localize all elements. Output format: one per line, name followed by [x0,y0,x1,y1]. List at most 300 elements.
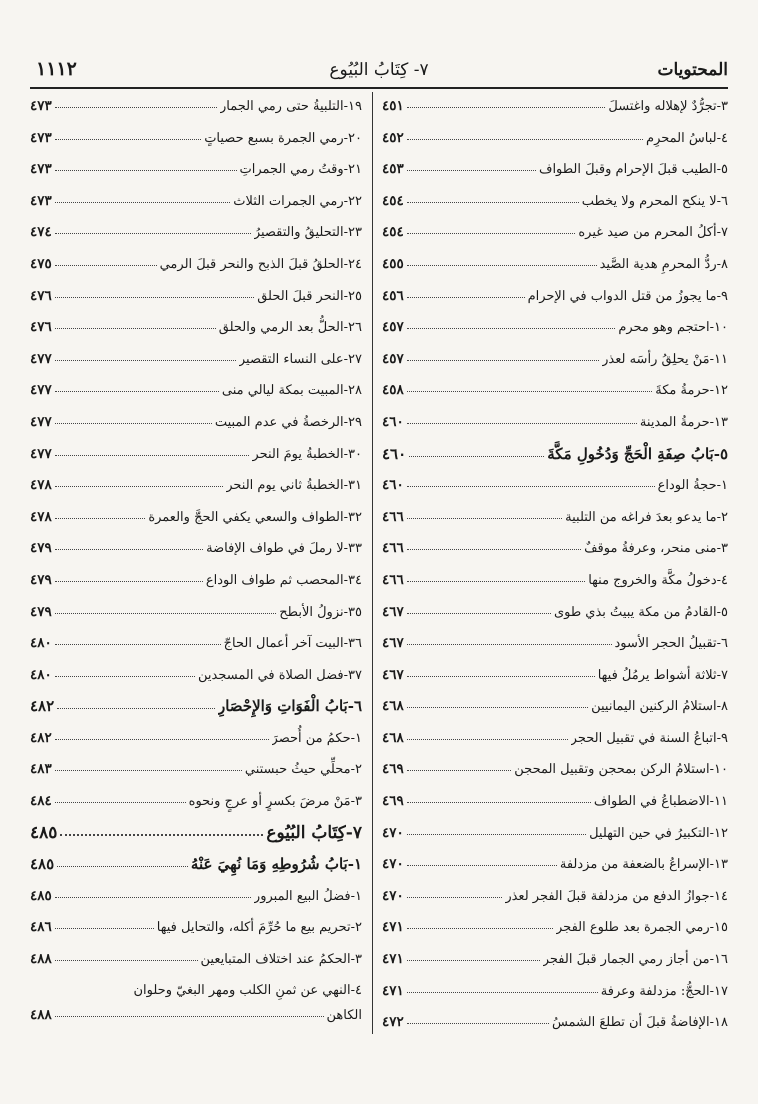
toc-entry [382,344,728,376]
toc-entry-page: ٤٧٦ [30,319,52,336]
toc-entry-page: ٤٦٠ [382,444,407,463]
dot-leader [407,107,606,108]
dot-leader [407,202,579,203]
toc-entry-number: ٢٣- [343,225,362,241]
toc-entry [382,660,728,692]
dot-leader [55,802,186,803]
toc-entry-page: ٤٧٧ [30,413,52,430]
dot-leader [55,613,277,614]
dot-leader [407,297,525,298]
toc-chapter-entry [30,849,362,881]
toc-entry-number: ١- [347,855,362,874]
dot-leader [55,960,198,961]
toc-entry-number: ٣٤- [343,572,362,588]
toc-entry [382,754,728,786]
toc-entry [30,881,362,913]
toc-entry-title: الإسراعُ بالضعفة من مزدلفة [559,857,710,873]
toc-entry-number: ١- [350,730,362,746]
toc-entry-page: ٤٦٧ [382,666,404,683]
dot-leader [407,391,652,392]
toc-entry-number: ٣- [350,952,362,968]
toc-chapter-entry [382,439,728,471]
dot-leader [407,549,581,550]
toc-entry-line2 [30,1003,362,1028]
toc-entry-title: تقبيلُ الحجر الأسود [614,636,717,652]
toc-entry [30,723,362,755]
toc-entry-title-cont: الكاهن [326,1007,362,1023]
dot-leader [407,486,655,487]
dot-leader [407,770,512,771]
toc-entry-number: ٣١- [343,478,362,494]
toc-entry-number: ١٧- [709,983,728,999]
toc-entry-page: ٤٦٧ [382,635,404,652]
toc-entry [30,565,362,597]
toc-entry-number: ٥- [713,444,728,463]
toc-entry-title: تحريم بيع ما حُرِّمَ أكله، والتحايل فيها [156,920,351,936]
toc-entry-page: ٤٨٠ [30,635,52,652]
toc-entry-title: حجةُ الوداع [657,478,717,494]
toc-entry-title: وقتُ رمي الجمراتِ [239,162,344,178]
toc-entry [30,470,362,502]
header-rule [30,87,728,89]
toc-entry [382,217,728,249]
toc-entry-title: استلامُ الركنين اليمانيين [591,699,717,715]
toc-entry [30,375,362,407]
toc-entry-page: ٤٧٥ [30,255,52,272]
toc-entry-title: كِتَابُ البُيُوع [266,822,346,843]
dot-leader [407,834,586,835]
toc-entry-number: ٣٠- [343,446,362,462]
toc-entry-page: ٤٧٠ [382,824,404,841]
toc-chapter-entry [30,691,362,723]
toc-entry-page: ٤٨٨ [30,951,52,968]
left-column [30,91,362,1028]
toc-entry-number: ٧- [345,822,362,843]
toc-entry-page: ٤٥٥ [382,255,404,272]
toc-entry-number: ١٠- [709,762,728,778]
toc-entry-title: ردُّ المحرمِ هدية الصَّيد [599,256,717,272]
toc-entry [382,944,728,976]
toc-entry-page: ٤٧٠ [382,887,404,904]
toc-entry-number: ٣٦- [343,636,362,652]
dot-leader [55,518,146,519]
dot-leader [55,897,251,898]
toc-entry-title: جوازُ الدفع من مزدلفة قبلَ الفجر لعذر [505,888,710,904]
toc-entry-title: على النساء التقصير [238,351,344,367]
toc-entry-number: ٨- [716,699,728,715]
toc-entry-number: ٢- [350,920,362,936]
toc-entry-title: ما يجوزُ من قتل الدواب في الإحرام [527,288,717,304]
toc-entry-page: ٤٧٧ [30,382,52,399]
toc-entry-number: ١٦- [709,952,728,968]
toc-entry [30,344,362,376]
toc-entry-number: ٢٢- [343,193,362,209]
toc-entry-number: ١١- [709,794,728,810]
toc-entry-title: منى منحر، وعرفةُ موقفٌ [584,541,717,557]
toc-entry-title: لا رملَ في طواف الإفاضة [206,541,344,557]
toc-entry-page: ٤٥٣ [382,161,404,178]
toc-entry [30,502,362,534]
toc-entry-title: تجرُّدٌ لإهلاله واغتسلَ [608,99,717,114]
dot-leader [407,802,591,803]
dot-leader [55,297,254,298]
dot-leader [407,170,536,171]
toc-entry-title: ثلاثة أشواط يرمُلُ فيها [597,667,717,683]
toc-entry-page: ٤٧٣ [30,98,52,114]
toc-entry-title: بَابُ شُرُوطِهِ وَمَا نُهِيَ عَنْهُ [190,855,348,874]
dot-leader [55,202,231,203]
toc-entry-title: الحلقُ قبلَ الذبح والنحر قبلَ الرمي [159,256,344,272]
toc-entry-line1 [30,978,362,1003]
toc-entry-page: ٤٨٢ [30,729,52,746]
toc-entry-number: ١٣- [709,857,728,873]
toc-entry [30,281,362,313]
dot-leader [407,928,553,929]
toc-entry-number: ٥- [716,604,728,620]
toc-entry [382,407,728,439]
toc-entry-page: ٤٨٤ [30,793,52,810]
toc-entry [30,533,362,565]
dot-leader [407,992,598,993]
toc-entry-page: ٤٥١ [382,98,404,114]
dot-leader [407,897,503,898]
toc-entry-title: حكمُ من أُحصرَ [271,730,351,746]
toc-entry [382,1007,728,1039]
dot-leader [407,328,616,329]
toc-entry [382,565,728,597]
toc-entry-title: النهي عن ثمنِ الكلب ومهر البغيّ وحلوان [133,982,351,998]
toc-entry [30,91,362,123]
dot-leader [407,581,585,582]
toc-entry-title: الحكمُ عند اختلاف المتبايعين [200,952,351,968]
toc-entry-title: الإفاضةُ قبلَ أن تطلعَ الشمسُ [551,1015,710,1031]
toc-entry-number: ١٠- [709,320,728,336]
toc-entry [30,786,362,818]
section-title: المحتويات [657,60,728,80]
toc-entry-page: ٤٨٨ [30,1006,52,1023]
toc-entry-number: ١- [716,478,728,494]
dot-leader [55,486,223,487]
toc-book-entry [30,818,362,850]
toc-entry-page: ٤٦٧ [382,603,404,620]
dot-leader [55,328,216,329]
toc-entry-page: ٤٦٨ [382,729,404,746]
toc-entry-title: فضل الصلاة في المسجدين [198,667,344,683]
toc-entry [382,281,728,313]
toc-entry-title: مَنْ مرضَ بكسرٍ أو عرجٍ ونحوه [188,794,351,810]
dot-leader [55,391,219,392]
toc-entry-number: ٢٩- [343,414,362,430]
dot-leader [55,107,217,108]
dot-leader [407,233,576,234]
toc-entry [30,976,362,1028]
page-header [30,56,728,90]
dot-leader [407,360,599,361]
toc-entry-title: التكبيرُ في حين التهليل [589,825,710,841]
toc-entry-page: ٤٥٢ [382,129,404,146]
toc-entry-page: ٤٦٠ [382,477,404,494]
dot-leader [60,834,263,836]
toc-entry-page: ٤٧٩ [30,603,52,620]
dot-leader [407,613,551,614]
toc-entry-page: ٤٨٦ [30,919,52,936]
toc-entry-number: ١٨- [709,1015,728,1031]
toc-entry [382,786,728,818]
toc-entry-title: محلِّي حيثُ حبستني [244,762,351,778]
toc-entry-number: ٣٥- [343,604,362,620]
toc-entry-page: ٤٥٧ [382,350,404,367]
toc-entry [382,91,728,123]
toc-entry-title: استلامُ الركن بمحجن وتقبيل المحجن [514,762,710,778]
toc-entry-title: الطواف والسعي يكفي الحجَّ والعمرة [148,509,344,525]
toc-entry [382,123,728,155]
toc-entry [30,439,362,471]
toc-entry-number: ٤- [716,572,728,588]
toc-entry-page: ٤٧٧ [30,445,52,462]
dot-leader [55,1016,324,1017]
toc-entry-page: ٤٥٧ [382,319,404,336]
toc-entry [382,154,728,186]
toc-entry-number: ٢٨- [343,383,362,399]
toc-entry-number: ٣- [716,541,728,557]
toc-entry-page: ٤٥٤ [382,224,404,241]
toc-entry-number: ١٥- [709,920,728,936]
toc-entry-title: أكلُ المحرم من صيد غيره [578,225,717,241]
dot-leader [55,170,237,171]
column-divider [372,92,373,1034]
toc-entry-title: احتجم وهو محرم [618,320,710,336]
toc-entry-title: دخولُ مكَّة والخروج منها [588,572,717,588]
toc-entry-number: ٦- [347,697,362,716]
toc-entry-page: ٤٧٢ [382,1014,404,1031]
toc-entry [30,597,362,629]
toc-entry [30,628,362,660]
toc-entry [382,375,728,407]
dot-leader [55,360,236,361]
toc-entry-page: ٤٦٦ [382,508,404,525]
toc-entry-number: ٣٧- [343,667,362,683]
toc-entry-title: اتباعُ السنة في تقبيل الحجر [570,730,717,746]
toc-entry [382,186,728,218]
toc-entry-title: المبيت بمكة ليالي منى [221,383,344,399]
toc-entry [382,312,728,344]
toc-entry [30,660,362,692]
dot-leader [55,423,212,424]
toc-entry-number: ٢- [350,762,362,778]
toc-entry-title: فضلُ البيع المبرور [253,888,351,904]
toc-entry-page: ٤٧١ [382,919,404,936]
toc-entry-page: ٤٦٠ [382,413,404,430]
toc-entry-title: نزولُ الأبطح [279,604,344,620]
toc-entry-page: ٤٧٤ [30,224,52,241]
toc-entry [30,249,362,281]
toc-entry-page: ٤٨٣ [30,761,52,778]
toc-entry-number: ٣- [716,99,728,114]
toc-entry-number: ٣- [350,794,362,810]
toc-entry-page: ٤٧٣ [30,161,52,178]
toc-entry-title: لا ينكح المحرم ولا يخطب [581,193,717,209]
toc-entry-page: ٤٨٥ [30,822,58,843]
toc-entry-number: ١١- [709,351,728,367]
toc-entry-title: التحليقُ والتقصيرُ [253,225,344,241]
toc-entry [30,154,362,186]
toc-entry-title: الاضطباعُ في الطواف [593,794,710,810]
toc-entry-page: ٤٧٩ [30,571,52,588]
dot-leader [55,139,201,140]
toc-entry-title: الحلُّ بعد الرمي والحلق [218,320,344,336]
dot-leader [55,928,154,929]
toc-entry [382,533,728,565]
toc-entry-number: ٦- [716,193,728,209]
dot-leader [57,708,215,709]
toc-entry [30,312,362,344]
toc-entry [30,754,362,786]
toc-entry-title: بَابُ الْفَوَاتِ وَالإِحْصَارِ [217,697,348,716]
toc-entry [30,217,362,249]
dot-leader [407,644,612,645]
dot-leader [407,865,557,866]
toc-entry-number: ١٣- [709,414,728,430]
toc-entry-number: ١- [350,888,362,904]
dot-leader [407,1023,549,1024]
toc-entry-page: ٤٧١ [382,951,404,968]
toc-entry [382,597,728,629]
toc-entry-number: ٩- [716,288,728,304]
toc-entry-title: الخطبةُ ثاني يوم النحر [226,478,344,494]
toc-entry-page: ٤٨٠ [30,666,52,683]
toc-entry-title: مَنْ يحلِقُ رأسَه لعذر [602,351,710,367]
dot-leader [407,739,568,740]
toc-entry-number: ٢٧- [343,351,362,367]
toc-entry-title: البيت آخر أعمال الحاجّ [223,636,344,652]
toc-entry-number: ١٩- [343,99,362,114]
dot-leader [55,676,195,677]
dot-leader [55,581,203,582]
toc-entry [30,944,362,976]
toc-entry-number: ٧- [716,667,728,683]
dot-leader [55,549,203,550]
dot-leader [409,456,544,457]
toc-entry-page: ٤٦٦ [382,540,404,557]
toc-entry-number: ٢- [716,509,728,525]
toc-entry-title: الطيب قبلَ الإحرام وقبلَ الطواف [538,162,717,178]
toc-entry-title: التلبيةُ حتى رمي الجمار [220,99,344,114]
toc-entry-page: ٤٥٨ [382,382,404,399]
toc-entry-page: ٤٨٥ [30,887,52,904]
toc-entry-title: رمي الجمرات الثلاث [233,193,344,209]
toc-entry-number: ١٢- [709,825,728,841]
toc-entry [30,912,362,944]
toc-entry-page: ٤٧٩ [30,540,52,557]
toc-entry-title: رمي الجمرة بعد طلوع الفجر [556,920,710,936]
toc-entry-page: ٤٥٤ [382,192,404,209]
toc-entry-title: حرمةُ مكةَ [655,383,710,399]
toc-entry-page: ٤٧٦ [30,287,52,304]
dot-leader [55,644,221,645]
toc-entry-title: الخطبةُ يومَ النحر [252,446,344,462]
toc-entry-title: لباسُ المحرِم [646,130,717,146]
toc-entry-number: ٨- [716,256,728,272]
toc-entry [30,186,362,218]
toc-entry-page: ٤٦٦ [382,571,404,588]
toc-entry-page: ٤٧٧ [30,350,52,367]
toc-entry-page: ٤٨٢ [30,697,55,716]
toc-entry [382,628,728,660]
toc-entry [30,407,362,439]
dot-leader [407,139,643,140]
running-book-title: ٧- كِتَابُ البُيُوع [329,60,429,80]
toc-entry-number: ٢٦- [343,320,362,336]
right-column [382,91,728,1039]
toc-entry-number: ٣٢- [343,509,362,525]
toc-entry-title: المحصب ثم طواف الوداع [205,572,344,588]
toc-entry-number: ٤- [716,130,728,146]
toc-entry-number: ١٤- [709,888,728,904]
toc-entry-number: ٧- [716,225,728,241]
toc-entry-page: ٤٦٩ [382,761,404,778]
toc-entry [382,881,728,913]
toc-entry-page: ٤٥٦ [382,287,404,304]
toc-entry [382,502,728,534]
toc-entry [382,723,728,755]
toc-entry-title: حرمةُ المدينة [639,414,710,430]
toc-entry-number: ٢٥- [343,288,362,304]
toc-entry [382,249,728,281]
toc-entry-page: ٤٧٣ [30,129,52,146]
toc-entry-page: ٤٦٩ [382,793,404,810]
toc-entry-number: ١٢- [709,383,728,399]
toc-entry [382,818,728,850]
dot-leader [407,707,588,708]
toc-entry [382,691,728,723]
toc-entry [30,123,362,155]
toc-entry-number: ٩- [716,730,728,746]
toc-entry-title: الحجُّ: مزدلفة وعرفة [600,983,710,999]
toc-entry-number: ٥- [716,162,728,178]
toc-entry-page: ٤٦٨ [382,698,404,715]
dot-leader [55,455,250,456]
toc-entry [382,912,728,944]
toc-entry-number: ٣٣- [343,541,362,557]
dot-leader [55,739,269,740]
toc-entry-title: رمي الجمرة بسبع حصياتٍ [204,130,344,146]
toc-entry-title: القادمُ من مكة يبيتُ بذي طوى [553,604,717,620]
dot-leader [407,265,597,266]
toc-entry-page: ٤٧٨ [30,477,52,494]
toc-entry-number: ٦- [716,636,728,652]
toc-entry [382,849,728,881]
toc-entry-number: ٢٠- [343,130,362,146]
toc-entry-title: بَابُ صِفَةِ الْحَجِّ وَدُخُولِ مَكَّةَ [547,444,714,463]
toc-entry-title: الرخصةُ في عدم المبيت [214,414,344,430]
dot-leader [55,265,157,266]
dot-leader [55,233,251,234]
dot-leader [407,960,540,961]
toc-entry-title: من أجاز رمي الجمار قبلَ الفجر [542,952,710,968]
toc-entry-page: ٤٨٥ [30,855,55,874]
toc-entry-number: ٤- [350,982,362,998]
toc-entry-title: النحر قبلَ الحلق [257,288,344,304]
toc-entry-number: ٢٤- [343,256,362,272]
toc-entry-number: ٢١- [343,162,362,178]
toc-entry-page: ٤٧١ [382,982,404,999]
toc-entry-title: ما يدعو بعدَ فراغه من التلبية [565,509,717,525]
page-number: ١١١٢ [36,58,77,80]
dot-leader [407,676,595,677]
dot-leader [55,770,242,771]
toc-entry-page: ٤٧٠ [382,856,404,873]
dot-leader [407,518,562,519]
